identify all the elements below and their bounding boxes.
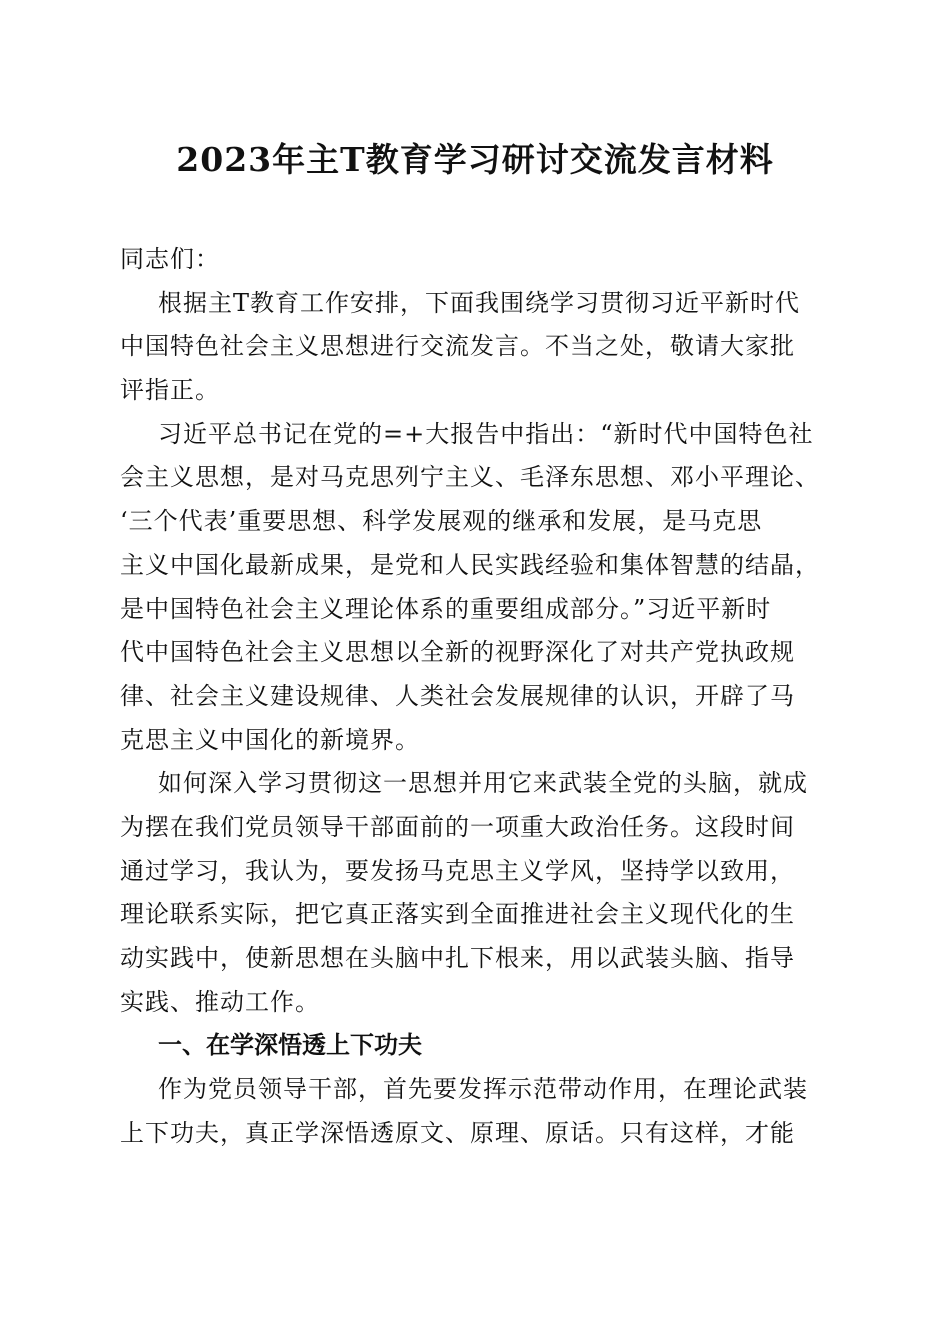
paragraph-line: 会主义思想，是对马克思列宁主义、毛泽东思想、邓小平理论、 [120,463,820,492]
paragraph-line: 习近平总书记在党的=+大报告中指出：“新时代中国特色社 [158,419,814,448]
paragraph-line: 为摆在我们党员领导干部面前的一项重大政治任务。这段时间 [120,812,795,841]
paragraph-line: 评指正。 [120,376,220,405]
paragraph-line: 动实践中，使新思想在头脑中扎下根来，用以武装头脑、指导 [120,944,795,972]
paragraph-line: 克思主义中国化的新境界。 [120,725,420,754]
paragraph-line: 中国特色社会主义思想进行交流发言。不当之处，敬请大家批 [120,332,795,361]
paragraph-line: 代中国特色社会主义思想以全新的视野深化了对共产党执政规 [120,638,795,667]
paragraph-line: 根据主T教育工作安排，下面我围绕学习贯彻习近平新时代 [158,288,801,317]
paragraph-line: 实践、推动工作。 [120,987,320,1016]
paragraph-line: 主义中国化最新成果，是党和人民实践经验和集体智慧的结晶， [120,550,820,579]
paragraph-line: 如何深入学习贯彻这一思想并用它来武装全党的头脑，就成 [158,769,808,798]
paragraph-line: ‘三个代表’重要思想、科学发展观的继承和发展，是马克思 [120,507,763,536]
section-heading: 一、在学深悟透上下功夫 [158,1031,422,1060]
document-body [120,238,835,1155]
paragraph-line: 理论联系实际，把它真正落实到全面推进社会主义现代化的生 [120,900,795,929]
paragraph-line: 上下功夫，真正学深悟透原文、原理、原话。只有这样，才能 [120,1118,795,1147]
document-title: 2023年主T教育学习研讨交流发言材料 [176,140,774,179]
paragraph-line: 是中国特色社会主义理论体系的重要组成部分。”习近平新时 [120,594,772,623]
paragraph-line: 律、社会主义建设规律、人类社会发展规律的认识，开辟了马 [120,681,795,710]
salutation-line: 同志们： [120,245,220,273]
paragraph-line: 通过学习，我认为，要发扬马克思主义学风，坚持学以致用， [120,856,795,885]
paragraph-line: 作为党员领导干部，首先要发挥示范带动作用，在理论武装 [158,1075,808,1104]
